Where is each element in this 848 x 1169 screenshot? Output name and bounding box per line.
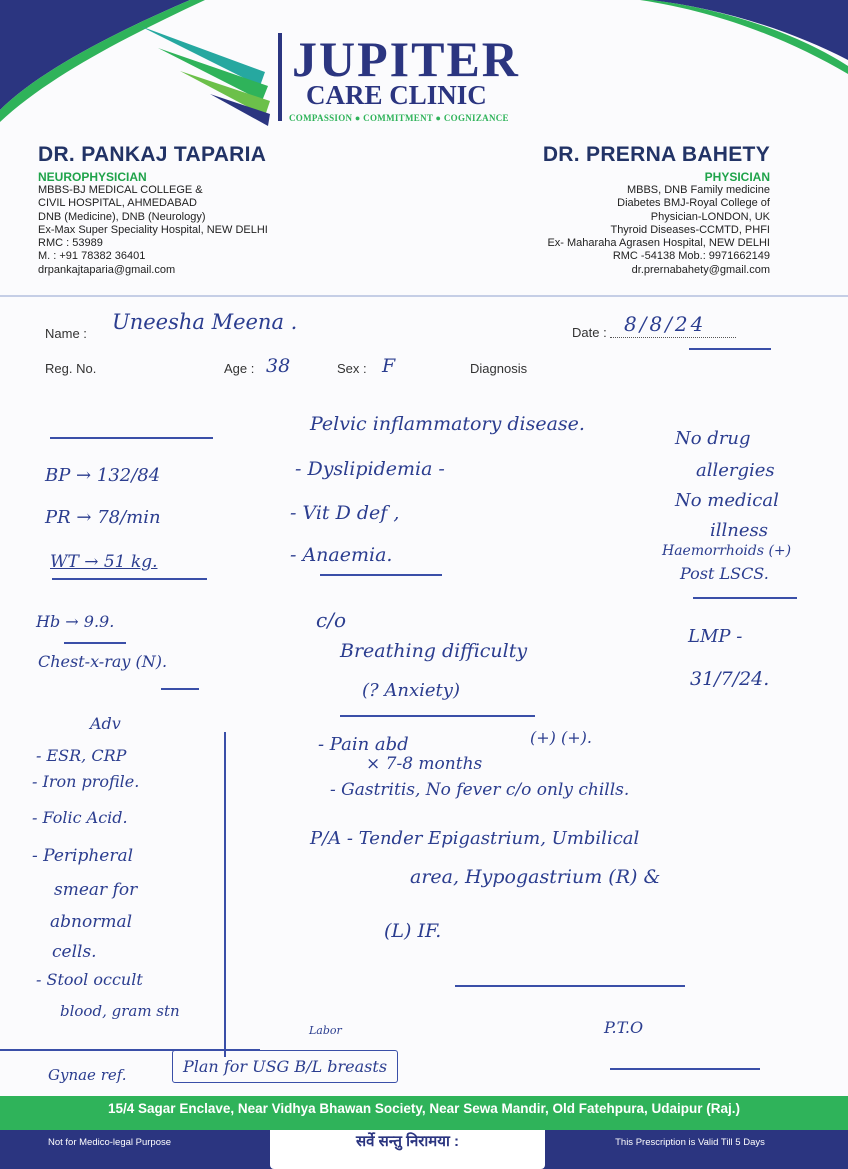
diagnosis-item: Pelvic inflammatory disease. bbox=[310, 413, 585, 435]
complaint-item: Breathing difficulty bbox=[340, 640, 528, 662]
doctor-left-line: MBBS-BJ MEDICAL COLLEGE & bbox=[38, 184, 203, 196]
sex-value: F bbox=[382, 355, 396, 377]
doctor-left-line: Ex-Max Super Speciality Hospital, NEW DELHI bbox=[38, 223, 268, 236]
reg-label: Reg. No. bbox=[45, 361, 97, 376]
exam-note: (+) (+). bbox=[530, 728, 592, 747]
doctor-right-specialty: PHYSICIAN bbox=[704, 170, 770, 184]
allergy-note: Post LSCS. bbox=[680, 564, 769, 583]
advice-item: - Peripheral bbox=[32, 846, 134, 866]
rule bbox=[610, 1068, 760, 1070]
rule bbox=[161, 688, 199, 690]
date-label: Date : bbox=[572, 325, 607, 340]
diagnosis-item: - Dyslipidemia - bbox=[295, 458, 445, 480]
age-value: 38 bbox=[266, 355, 291, 377]
doctor-right-line: Thyroid Diseases-CCMTD, PHFI bbox=[610, 223, 770, 236]
exam-note: P/A - Tender Epigastrium, Umbilical bbox=[310, 828, 640, 849]
exam-note: (L) IF. bbox=[384, 920, 442, 942]
vitals-bp: BP → 132/84 bbox=[45, 465, 161, 486]
footer-address: 15/4 Sagar Enclave, Near Vidhya Bhawan Society, Near Sewa Mandir, Old Fatehpura, Udaipur (Raj.) bbox=[108, 1101, 740, 1116]
exam-note: × 7-8 months bbox=[366, 754, 483, 774]
doctor-right-line: MBBS, DNB Family medicine bbox=[626, 184, 770, 196]
doctor-left-email: drpankajtaparia@gmail.com bbox=[38, 263, 176, 276]
exam-note: - Gastritis, No fever c/o only chills. bbox=[330, 780, 630, 800]
advice-item: - Stool occult bbox=[36, 970, 143, 989]
lmp-label: LMP - bbox=[688, 626, 743, 647]
doctor-left-specialty: NEUROPHYSICIAN bbox=[38, 170, 147, 184]
footer-left-note: Not for Medico-legal Purpose bbox=[48, 1137, 172, 1148]
rule bbox=[689, 348, 771, 350]
doctor-left-line: CIVIL HOSPITAL, AHMEDABAD bbox=[38, 197, 197, 210]
allergy-note: No drug bbox=[675, 428, 751, 449]
advice-item: smear for bbox=[54, 880, 138, 900]
column-divider bbox=[224, 732, 226, 1057]
diagnosis-item: - Anaemia. bbox=[290, 544, 393, 566]
rule bbox=[340, 715, 535, 717]
gynae-ref: Gynae ref. bbox=[48, 1066, 127, 1084]
doctor-right-line: Ex- Maharaha Agrasen Hospital, NEW DELHI bbox=[547, 237, 770, 250]
vitals-weight: WT → 51 kg. bbox=[50, 552, 158, 572]
usg-plan-box: Plan for USG B/L breasts bbox=[172, 1050, 398, 1083]
doctor-left-block bbox=[38, 143, 328, 277]
doctor-left-line: RMC : 53989 bbox=[38, 237, 103, 250]
allergy-note: Haemorrhoids (+) bbox=[662, 543, 792, 559]
logo-bar bbox=[278, 33, 282, 121]
diagnosis-label: Diagnosis bbox=[470, 361, 528, 376]
date-dotted-line bbox=[610, 337, 736, 338]
age-label: Age : bbox=[224, 361, 255, 376]
allergy-note: allergies bbox=[696, 460, 775, 481]
doctor-left-line: DNB (Medicine), DNB (Neurology) bbox=[38, 210, 206, 223]
exam-note: area, Hypogastrium (R) & bbox=[410, 866, 661, 888]
rule bbox=[52, 578, 207, 580]
allergy-note: No medical bbox=[675, 490, 779, 511]
footer-motto: सर्वे सन्तु निरामया : bbox=[355, 1133, 460, 1150]
lmp-value: 31/7/24. bbox=[690, 668, 770, 690]
doctor-right-email: dr.prernabahety@gmail.com bbox=[631, 263, 770, 276]
clinic-subtitle: CARE CLINIC bbox=[306, 80, 487, 110]
sex-label: Sex : bbox=[337, 361, 367, 376]
wing-logo-icon bbox=[140, 26, 275, 128]
footer-right-note: This Prescription is Valid Till 5 Days bbox=[615, 1137, 765, 1148]
rule bbox=[320, 574, 442, 576]
vitals-pr: PR → 78/min bbox=[45, 507, 161, 528]
advice-item: abnormal bbox=[50, 912, 133, 932]
doctor-right-block bbox=[470, 143, 770, 277]
advice-item: - Folic Acid. bbox=[32, 808, 128, 827]
clinic-name: JUPITER bbox=[292, 31, 520, 87]
lab-hb: Hb → 9.9. bbox=[36, 612, 115, 631]
name-label: Name : bbox=[45, 326, 87, 341]
lab-chest-xray: Chest-x-ray (N). bbox=[38, 652, 168, 671]
advice-item: cells. bbox=[52, 942, 97, 962]
doctor-left-line: M. : +91 78382 36401 bbox=[38, 250, 146, 263]
complaint-co: c/o bbox=[316, 608, 346, 632]
complaint-item: (? Anxiety) bbox=[362, 680, 460, 701]
rule bbox=[50, 437, 213, 439]
date-value: 8/8/24 bbox=[624, 312, 707, 336]
diagnosis-item: - Vit D def , bbox=[290, 502, 400, 524]
allergy-note: illness bbox=[710, 520, 768, 541]
advice-heading: Adv bbox=[90, 714, 121, 733]
advice-item: - Iron profile. bbox=[32, 772, 140, 791]
labor-note: Labor bbox=[309, 1024, 342, 1037]
rule bbox=[693, 597, 797, 599]
rule bbox=[455, 985, 685, 987]
clinic-tagline: COMPASSION ● COMMITMENT ● COGNIZANCE bbox=[289, 113, 509, 123]
doctor-right-name: DR. PRERNA BAHETY bbox=[542, 143, 770, 166]
advice-item: blood, gram stn bbox=[60, 1002, 180, 1020]
name-value: Uneesha Meena . bbox=[112, 310, 298, 334]
doctor-right-line: Diabetes BMJ-Royal College of bbox=[617, 197, 770, 210]
advice-item: - ESR, CRP bbox=[36, 746, 127, 765]
pto-note: P.T.O bbox=[604, 1018, 644, 1037]
doctor-left-name: DR. PANKAJ TAPARIA bbox=[38, 143, 267, 166]
doctor-right-line: Physician-LONDON, UK bbox=[650, 210, 770, 223]
exam-note: - Pain abd bbox=[318, 734, 409, 755]
doctor-right-line: RMC -54138 Mob.: 9971662149 bbox=[612, 250, 770, 263]
rule bbox=[64, 642, 126, 644]
